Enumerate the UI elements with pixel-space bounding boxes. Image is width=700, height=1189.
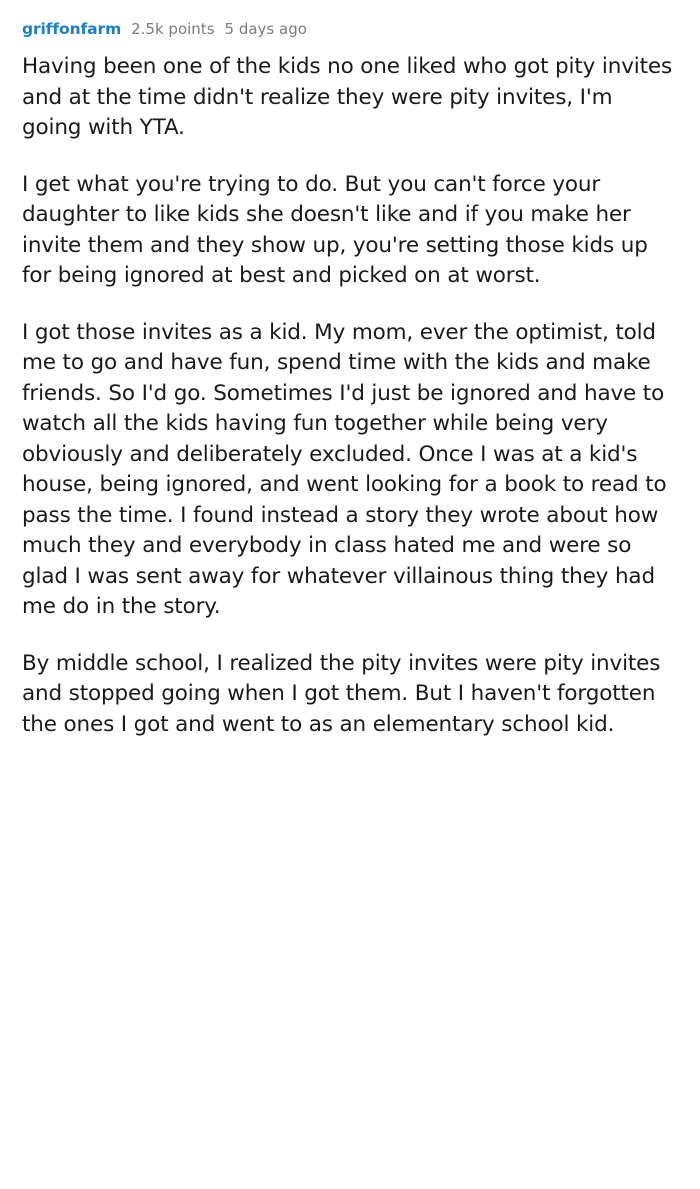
comment-paragraph: I get what you're trying to do. But you can't force your daughter to like kids she doesn't like and if you make her invite them and they show up, you're setting those kids up for being ignored at best and picked on at worst. (22, 171, 648, 289)
comment-paragraph: By middle school, I realized the pity invites were pity invites and stopped going when I got them. But I haven't forgotten the ones I got and went to as an elementary school kid. (22, 650, 661, 737)
comment-author[interactable]: griffonfarm (22, 20, 122, 38)
comment-paragraph: Having been one of the kids no one liked who got pity invites and at the time didn't realize they were pity invites, I'm going with YTA. (22, 54, 673, 141)
comment-timestamp: 5 days ago (224, 20, 307, 38)
comment-header (22, 20, 678, 38)
comment-paragraph: I got those invites as a kid. My mom, ever the optimist, told me to go and have fun, spend time with the kids and make friends. So I'd go. Sometimes I'd just be ignored and have to watch all the kids having fun together while being very obviously and deliberately excluded. Once I was at a kid's house, being ignored, and went looking for a book to read to pass the time. I found instead a story they wrote about how much they and everybody in class hated me and were so glad I was sent away for whatever villainous thing they had me do in the story. (22, 319, 667, 620)
comment-points: 2.5k points (131, 20, 215, 38)
comment-body (22, 52, 678, 740)
